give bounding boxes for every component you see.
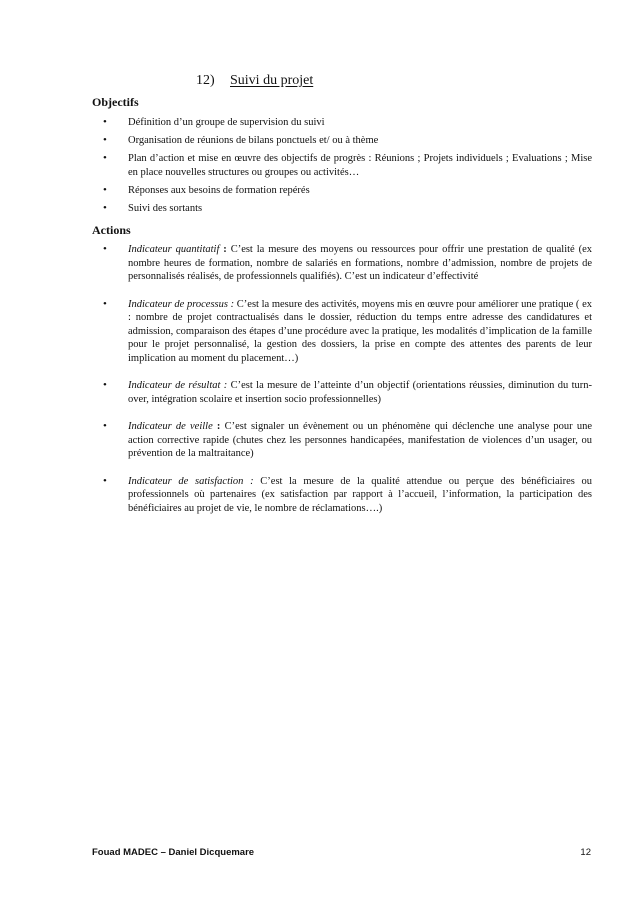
section-number: 12) xyxy=(196,73,215,88)
list-item-text: Réponses aux besoins de formation repérés xyxy=(128,184,310,196)
list-item-text: Suivi des sortants xyxy=(128,202,203,214)
section-title: Suivi du projet xyxy=(230,73,314,88)
bullet-icon: • xyxy=(103,379,107,391)
list-item xyxy=(96,116,592,130)
term-separator: : xyxy=(212,421,225,432)
bullet-icon: • xyxy=(103,420,107,432)
list-item xyxy=(96,379,592,406)
list-item xyxy=(96,134,592,148)
indicator-term: Indicateur de processus : xyxy=(128,298,235,310)
list-item-text: Définition d’un groupe de supervision du suivi xyxy=(128,117,325,128)
term-separator: : xyxy=(219,244,231,255)
indicator-description: C’est la mesure de l’atteinte d’un objectif (orientations réussies, diminution du turn-over, intégration scolaire et insertion socio professionnelles) xyxy=(128,380,593,405)
section-heading xyxy=(196,72,313,90)
actions-heading: Actions xyxy=(92,223,131,237)
bullet-icon: • xyxy=(103,243,107,255)
objectifs-list xyxy=(96,116,592,220)
list-item xyxy=(96,475,592,516)
list-item xyxy=(96,202,592,216)
list-item-text: Plan d’action et mise en œuvre des objectifs de progrès : Réunions ; Projets individuels ; Evaluations ; Mise en place nouvelles structures ou groupes ou activités… xyxy=(128,153,592,178)
list-item xyxy=(96,298,592,366)
indicator-description: C’est la mesure des activités, moyens mis en œuvre pour améliorer une pratique ( ex : nombre de projet contractualisés dans le dossier, réduction du temps entre adresse des candidatures et admission, comparaison des étapes d’une procédure avec la pratique, les modalités d’implication de la famille pour le projet personnalisé, la gestion des dossiers, la prise en compte des attentes des parents de leur implication au moment du placement…) xyxy=(128,298,592,364)
indicator-description: C’est la mesure des moyens ou ressources pour offrir une prestation de qualité (ex nombre heures de formation, nombre de salariés en formations, nombre d’admission, nombre de projets de personnalisés réalisés, de professionnels qualifiés). C’est un indicateur d’effectivité xyxy=(128,244,592,282)
bullet-icon: • xyxy=(103,116,107,128)
page-number: 12 xyxy=(580,847,591,858)
indicator-term: Indicateur de veille xyxy=(128,421,213,432)
bullet-icon: • xyxy=(103,297,107,310)
indicator-term: Indicateur de satisfaction : xyxy=(128,475,254,487)
actions-list xyxy=(96,243,592,529)
list-item xyxy=(96,152,592,179)
list-item-text: Organisation de réunions de bilans ponctuels et/ ou à thème xyxy=(128,135,379,146)
bullet-icon: • xyxy=(103,183,107,196)
indicator-term: Indicateur de résultat : xyxy=(128,380,228,391)
indicator-description: C’est signaler un évènement ou un phénomène qui déclenche une analyse pour une action corrective rapide (chutes chez les personnes handicapées, manifestation de violences d’un usager, ou prévention de la maltraitance) xyxy=(128,421,592,459)
indicator-term: Indicateur quantitatif xyxy=(128,244,220,255)
bullet-icon: • xyxy=(103,152,107,164)
objectifs-heading: Objectifs xyxy=(92,95,139,109)
bullet-icon: • xyxy=(103,201,107,214)
list-item xyxy=(96,420,592,461)
bullet-icon: • xyxy=(103,134,107,146)
list-item xyxy=(96,184,592,198)
bullet-icon: • xyxy=(103,474,107,487)
footer-authors: Fouad MADEC – Daniel Dicquemare xyxy=(92,847,255,858)
list-item xyxy=(96,243,592,284)
indicator-description: C’est la mesure de la qualité attendue ou perçue des bénéficiaires ou professionnels où partenaires (ex satisfaction par rapport à l’accueil, l’information, la participation des bénéficiaires au projet de vie, le nombre de réclamations….) xyxy=(128,475,593,514)
